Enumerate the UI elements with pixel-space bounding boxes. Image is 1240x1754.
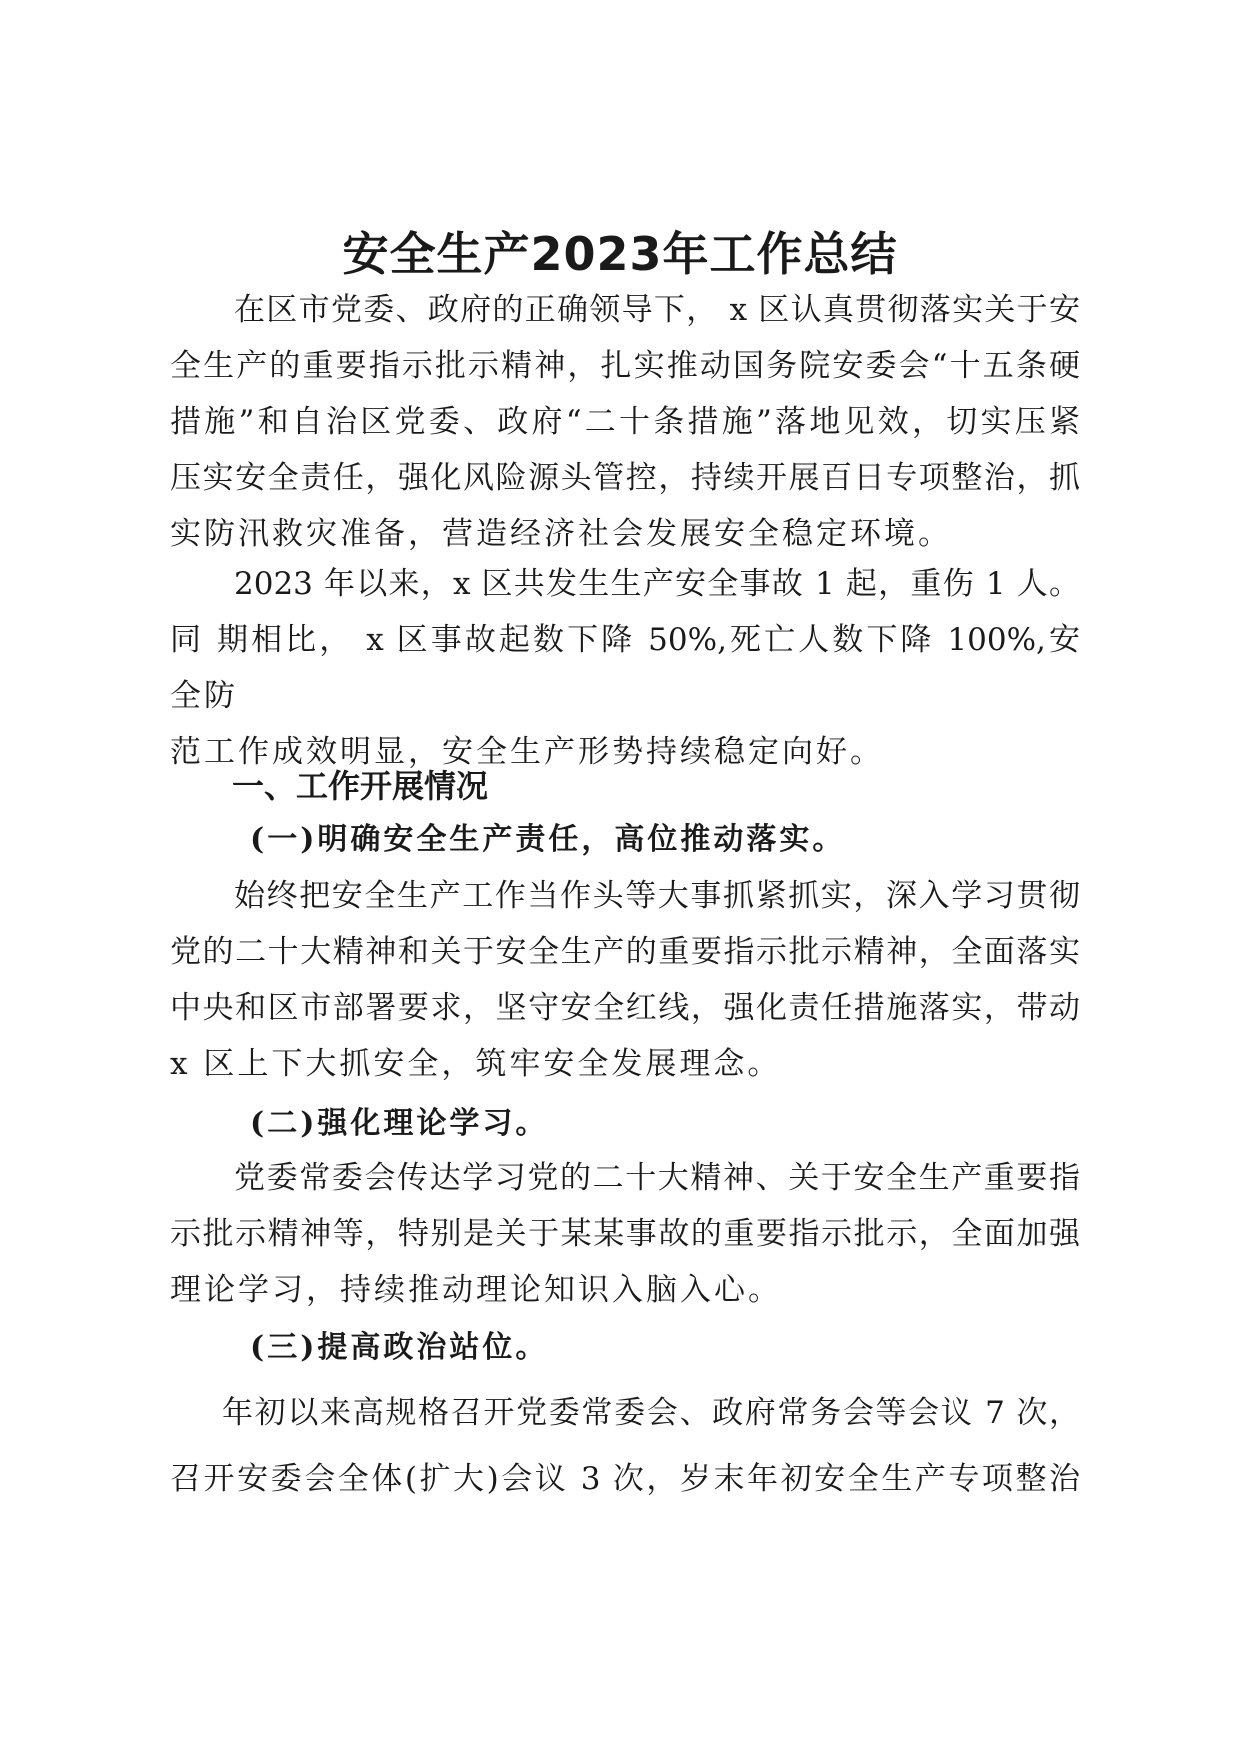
- paragraph-responsibility: [170, 868, 1080, 1092]
- paragraph-line: 理论学习，持续推动理论知识入脑入心。: [170, 1272, 782, 1308]
- section-heading-1: 一、工作开展情况: [232, 767, 489, 805]
- paragraph-statistics: [170, 556, 1080, 780]
- paragraph-line: 范工作成效明显，安全生产形势持续稳定向好。: [170, 734, 884, 770]
- paragraph-line: 党的二十大精神和关于安全生产的重要指示批示精神，全面落实: [170, 934, 1080, 970]
- paragraph-theory-study: [170, 1150, 1080, 1318]
- paragraph-line: 压实安全责任，强化风险源头管控，持续开展百日专项整治，抓: [170, 460, 1080, 496]
- paragraph-line: 实防汛救灾准备，营造经济社会发展安全稳定环境。: [170, 516, 952, 552]
- paragraph-line: 全防: [170, 678, 238, 714]
- paragraph-line: 同 期相比， x 区事故起数下降 50%,死亡人数下降 100%,安: [170, 622, 1080, 658]
- paragraph-line: 年初以来高规格召开党委常委会、政府常务会等会议 7 次，: [222, 1395, 1080, 1431]
- paragraph-line: 在区市党委、政府的正确领导下， x 区认真贯彻落实关于安: [234, 292, 1080, 328]
- paragraph-line: 全生产的重要指示批示精神，扎实推动国务院安委会“十五条硬: [170, 348, 1080, 384]
- subsection-heading-3: (三)提高政治站位。: [250, 1330, 549, 1365]
- subsection-heading-2: (二)强化理论学习。: [250, 1106, 549, 1141]
- paragraph-line: 召开安委会全体(扩大)会议 3 次，岁末年初安全生产专项整治: [170, 1461, 1080, 1497]
- paragraph-political-stance: [170, 1380, 1080, 1512]
- paragraph-intro: [170, 282, 1080, 562]
- paragraph-line: 2023 年以来，x 区共发生生产安全事故 1 起，重伤 1 人。: [234, 566, 1080, 602]
- paragraph-line: 始终把安全生产工作当作头等大事抓紧抓实，深入学习贯彻: [234, 878, 1080, 914]
- paragraph-line: x 区上下大抓安全，筑牢安全发展理念。: [170, 1046, 782, 1082]
- paragraph-line: 党委常委会传达学习党的二十大精神、关于安全生产重要指: [234, 1160, 1080, 1196]
- document-title: 安全生产2023年工作总结: [342, 227, 898, 281]
- paragraph-line: 中央和区市部署要求，坚守安全红线，强化责任措施落实，带动: [170, 990, 1080, 1026]
- paragraph-line: 示批示精神等，特别是关于某某事故的重要指示批示，全面加强: [170, 1216, 1080, 1252]
- subsection-heading-1: (一)明确安全生产责任，高位推动落实。: [250, 822, 846, 857]
- paragraph-line: 措施”和自治区党委、政府“二十条措施”落地见效，切实压紧: [170, 404, 1080, 440]
